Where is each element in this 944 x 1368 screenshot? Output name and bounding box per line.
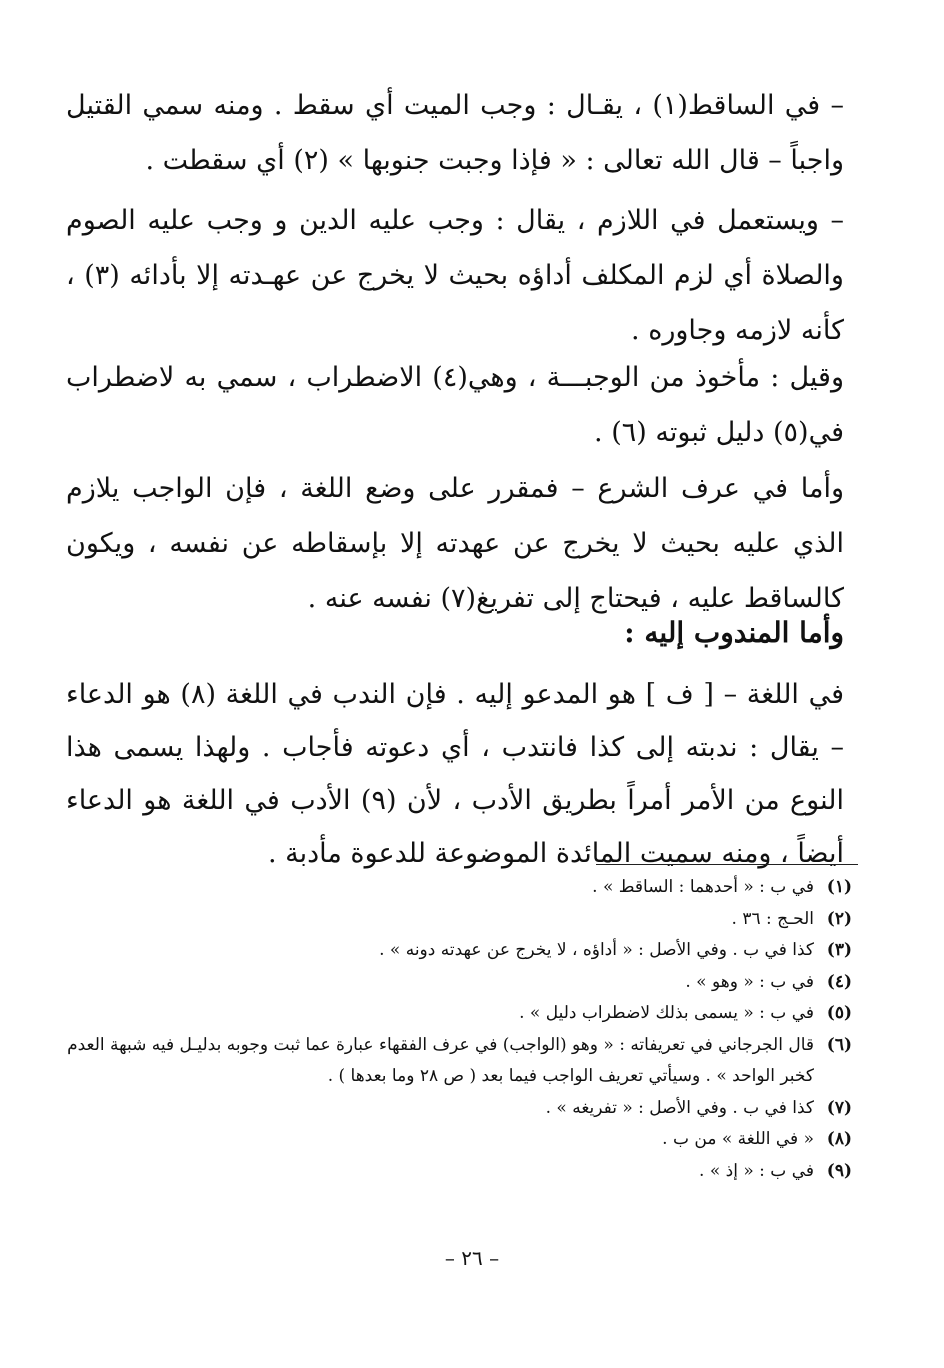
- section-heading-mandub: وأما المندوب إليه :: [624, 616, 844, 649]
- footnote-item: [66, 1030, 852, 1093]
- footnote-number: (٥): [826, 1003, 852, 1023]
- footnote-number: (٧): [826, 1097, 852, 1118]
- footnote-number: (٢): [826, 908, 852, 929]
- footnote-text: في ب : « يسمى بذلك لاضطراب دليل » .: [519, 1003, 814, 1023]
- footnote-text: قال الجرجاني في تعريفاته : « وهو (الواجب) في عرف الفقهاء عبارة عما ثبت وجوبه بدليـل فيه شبهة العدم كخبر الواحد » . وسيأتي تعريف الواجب فيما بعد ( ص ٢٨ وما بعدها ) .: [67, 1034, 814, 1086]
- paragraph-wajba: وقيل : مأخوذ من الوجبـــة ، وهي(٤) الاضطراب ، سمي به لاضطراب في(٥) دليل ثبوته (٦) .: [66, 362, 844, 448]
- footnote-number: (٦): [826, 1034, 852, 1055]
- paragraph-saqit: – في الساقط(١) ، يقـال : وجب الميت أي سقط . ومنه سمي القتيل واجباً – قال الله تعالى : « فإذا وجبت جنوبها » (٢) أي سقطت .: [66, 90, 845, 176]
- footnote-item: [66, 935, 852, 967]
- footnote-item: [66, 872, 852, 904]
- footnote-item: [66, 998, 852, 1030]
- footnote-text: في ب : « وهو » .: [685, 971, 814, 992]
- footnote-item: [66, 967, 852, 999]
- footnote-number: (٩): [826, 1160, 852, 1181]
- footnote-item: [66, 904, 852, 936]
- footnote-text: في ب : « إذ » .: [699, 1160, 814, 1181]
- paragraph-shar: وأما في عرف الشرع – فمقرر على وضع اللغة ، فإن الواجب يلازم الذي عليه بحيث لا يخرج عن عهدته إلا بإسقاطه عن نفسه ، ويكون كالساقط عليه ، فيحتاج إلى تفريغ(٧) نفسه عنه .: [66, 473, 844, 614]
- page-number: – ٢٦ –: [444, 1246, 500, 1270]
- footnote-text: في ب : « أحدهما : الساقط » .: [592, 877, 814, 897]
- footnote-number: (١): [826, 877, 852, 897]
- paragraph-lazim: – ويستعمل في اللازم ، يقال : وجب عليه الدين و وجب عليه الصوم والصلاة أي لزم المكلف أداؤه بحيث لا يخرج عن عهـدته إلا بأدائه (٣) ، كأنه لازمه وجاوره .: [66, 205, 844, 346]
- footnote-number: (٨): [826, 1129, 852, 1149]
- footnote-divider: [596, 864, 858, 865]
- footnote-item: [66, 1093, 852, 1125]
- footnote-number: (٣): [826, 940, 852, 960]
- footnote-text: كذا في ب . وفي الأصل : « أداؤه ، لا يخرج عن عهدته دونه » .: [379, 940, 814, 960]
- footnote-item: [66, 1124, 852, 1156]
- footnote-text: « في اللغة » من ب .: [662, 1129, 814, 1149]
- paragraph-mandub-lugha: في اللغة – [ ف ] هو المدعو إليه . فإن الندب في اللغة (٨) هو الدعاء – يقال : ندبته إلى كذا فانتدب ، أي دعوته فأجاب . ولهذا يسمى هذا النوع من الأمر أمراً بطريق الأدب ، لأن (٩) الأدب في اللغة هو الدعاء أيضاً ، ومنه سميت المائدة الموضوعة للدعوة مأدبة .: [66, 679, 844, 869]
- footnote-item: [66, 1156, 852, 1188]
- footnote-number: (٤): [826, 971, 852, 992]
- footnote-text: الحـج : ٣٦ .: [731, 908, 814, 929]
- footnotes-list: [66, 872, 852, 1187]
- footnote-text: كذا في ب . وفي الأصل : « تفريغه » .: [545, 1097, 814, 1118]
